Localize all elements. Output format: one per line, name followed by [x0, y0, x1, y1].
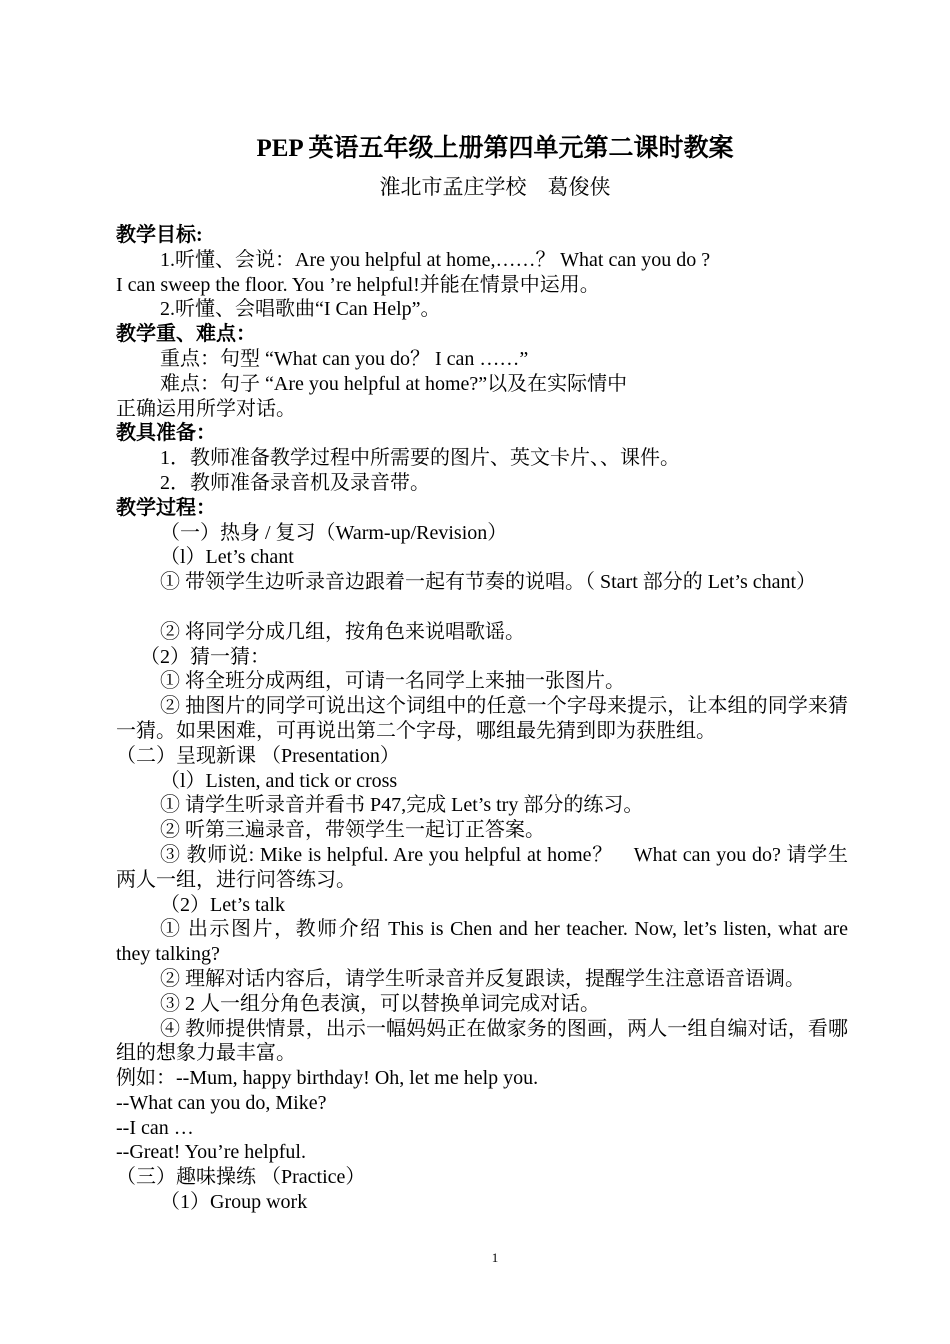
- body-line: 1．教师准备教学过程中所需要的图片、英文卡片、、课件。: [160, 447, 680, 470]
- body-line: --Great! You’re helpful.: [116, 1141, 306, 1164]
- body-line: （二）呈现新课 （Presentation）: [116, 744, 400, 767]
- body-line: ④ 教师提供情景，出示一幅妈妈正在做家务的图画，两人一组自编对话，看哪组的想象力最丰富。: [116, 1017, 848, 1065]
- body-line: （l）Listen, and tick or cross: [160, 769, 398, 792]
- document-title: PEP 英语五年级上册第四单元第二课时教案: [256, 135, 734, 162]
- body-line: ① 出示图片，教师介绍 This is Chen and her teacher. Now, let’s listen, what are they talking?: [116, 918, 848, 966]
- body-line: --What can you do, Mike?: [116, 1091, 327, 1114]
- body-line: ① 将全班分成两组，可请一名同学上来抽一张图片。: [160, 670, 625, 693]
- body-line: （一）热身 / 复习（Warm-up/Revision）: [160, 521, 508, 544]
- body-line: --I can …: [116, 1116, 194, 1139]
- body-line: （1）Group work: [160, 1191, 308, 1214]
- section-heading: 教学目标:: [116, 224, 203, 246]
- body-line: 1.听懂、会说：Are you helpful at home,……？ What can you do ?: [160, 248, 711, 271]
- section-heading: 教学重、难点：: [116, 323, 256, 346]
- body-line: （2）Let’s talk: [160, 893, 285, 916]
- body-line: ② 将同学分成几组，按角色来说唱歌谣。: [160, 620, 525, 643]
- body-line: 2．教师准备录音机及录音带。: [160, 471, 430, 494]
- body-line: （2）猜一猜：: [140, 645, 270, 668]
- document-body: [116, 223, 848, 1215]
- document-author: 淮北市孟庄学校 葛俊侠: [379, 175, 611, 199]
- body-line: ② 抽图片的同学可说出这个词组中的任意一个字母来提示，让本组的同学来猜一猜。如果困难，可再说出第二个字母，哪组最先猜到即为获胜组。: [116, 695, 848, 742]
- body-line: 2.听懂、会唱歌曲“I Can Help”。: [160, 298, 441, 321]
- body-line: ② 理解对话内容后，请学生听录音并反复跟读，提醒学生注意语音语调。: [160, 967, 805, 990]
- body-line: I can sweep the floor. You ’re helpful!并能在情景中运用。: [116, 273, 600, 296]
- body-line: 重点：句型 “What can you do？ I can ……”: [160, 347, 529, 370]
- body-line: ① 带领学生边听录音边跟着一起有节奏的说唱。（ Start 部分的 Let’s chant）: [160, 571, 817, 594]
- body-line: （l）Let’s chant: [160, 546, 294, 569]
- section-heading: 教学过程：: [116, 496, 216, 519]
- body-line: ③ 教师说: Mike is helpful. Are you helpful at home？ What can you do? 请学生两人一组，进行问答练习。: [116, 843, 848, 891]
- body-line: 难点：句子 “Are you helpful at home?”以及在实际情中: [160, 372, 628, 395]
- body-line: 正确运用所学对话。: [116, 397, 296, 420]
- body-line: （三）趣味操练 （Practice）: [116, 1166, 366, 1189]
- body-line: ③ 2 人一组分角色表演，可以替换单词完成对话。: [160, 992, 600, 1015]
- body-line: ② 听第三遍录音，带领学生一起订正答案。: [160, 819, 545, 842]
- page-number: 1: [491, 1250, 499, 1265]
- body-line: 例如：--Mum, happy birthday! Oh, let me help you.: [116, 1067, 539, 1090]
- body-line: ① 请学生听录音并看书 P47,完成 Let’s try 部分的练习。: [160, 794, 644, 817]
- section-heading: 教具准备：: [116, 422, 216, 445]
